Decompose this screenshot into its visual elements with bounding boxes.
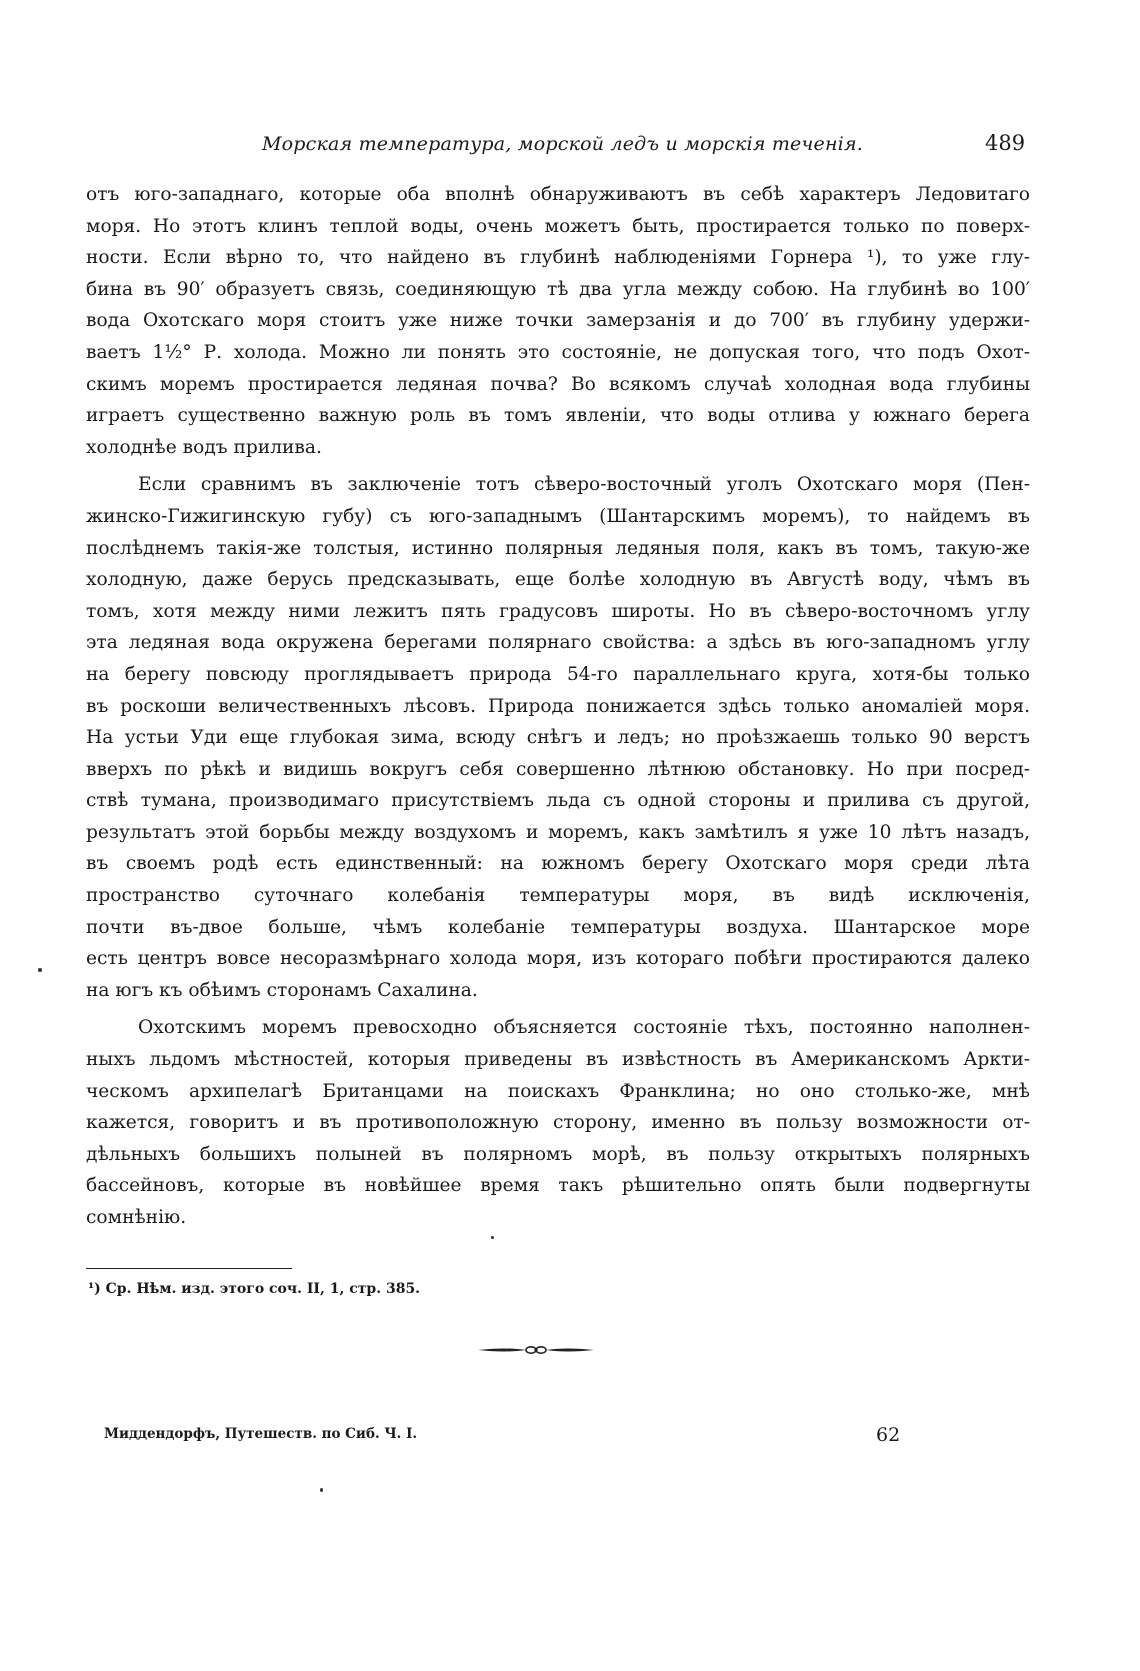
paragraph-1 <box>86 179 1030 463</box>
paragraph-3 <box>86 1012 1030 1233</box>
text-line: моря. Но этотъ клинъ теплой воды, очень можетъ быть, простирается только по поверх- <box>86 215 1030 237</box>
text-line: на берегу повсюду проглядываетъ природа 54-го параллельнаго круга, хотя-бы только <box>86 663 1030 685</box>
footnote <box>88 1281 420 1297</box>
text-line: ваетъ 1½° Р. холода. Можно ли понять это состояніе, не допуская того, что подъ Охот- <box>86 341 1030 363</box>
text-line: бина въ 90′ образуетъ связь, соединяющую тѣ два угла между собою. На глубинѣ во 100′ <box>86 278 1030 300</box>
text-line: вода Охотскаго моря стоитъ уже ниже точки замерзанія и до 700′ въ глубину удержи- <box>86 310 1030 332</box>
text-line: отъ юго-западнаго, которые оба вполнѣ обнаруживаютъ въ себѣ характеръ Ледовитаго <box>86 184 1030 205</box>
page-number: 489 <box>985 131 1026 155</box>
text-line: скимъ моремъ простирается ледяная почва? Во всякомъ случаѣ холодная вода глубины <box>86 373 1030 395</box>
text-line: сомнѣнію. <box>86 1207 187 1228</box>
footnote-rule <box>86 1268 292 1269</box>
text-line: жинско-Гижигинскую губу) съ юго-западнымъ (Шантарскимъ моремъ), то найдемъ въ <box>86 505 1030 527</box>
text-line: кажется, говоритъ и въ противоположную сторону, именно въ пользу возможности от- <box>86 1112 1030 1134</box>
text-line: послѣднемъ такія-же толстыя, истинно полярныя ледяныя поля, какъ въ томъ, такую-же <box>86 537 1030 559</box>
text-line: дѣльныхъ большихъ полыней въ полярномъ морѣ, въ пользу открытыхъ полярныхъ <box>86 1143 1030 1165</box>
paragraph-2 <box>86 469 1030 1006</box>
text-line: почти въ-двое больше, чѣмъ колебаніе температуры воздуха. Шантарское море <box>86 916 1030 938</box>
print-speck <box>491 1236 494 1239</box>
text-line: есть центръ вовсе несоразмѣрнаго холода моря, изъ котораго побѣги простираются далеко <box>86 948 1030 970</box>
ornament-divider-icon <box>476 1343 596 1357</box>
text-line: эта ледяная вода окружена берегами полярнаго свойства: а здѣсь въ юго-западномъ углу <box>86 632 1030 654</box>
footnote-marker: ¹) <box>88 1281 101 1297</box>
text-line: холодную, даже берусь предсказывать, еще болѣе холодную въ Августѣ воду, чѣмъ въ <box>86 569 1030 591</box>
text-line: Охотскимъ моремъ превосходно объясняется состояніе тѣхъ, постоянно наполнен- <box>138 1017 1030 1039</box>
print-speck <box>320 1488 323 1492</box>
text-line: пространство суточнаго колебанія температуры моря, въ видѣ исключенія, <box>86 885 1030 907</box>
text-line: Если сравнимъ въ заключеніе тотъ сѣверо-восточный уголъ Охотскаго моря (Пен- <box>138 474 1030 496</box>
text-line: въ своемъ родѣ есть единственный: на южномъ берегу Охотскаго моря среди лѣта <box>86 853 1030 875</box>
body-text <box>86 179 1030 1234</box>
print-speck <box>38 968 42 972</box>
printer-signature: Миддендорфъ, Путешеств. по Сиб. Ч. I. <box>104 1426 418 1442</box>
text-line: ныхъ льдомъ мѣстностей, которыя приведены въ извѣстность въ Американскомъ Аркти- <box>86 1049 1030 1071</box>
text-line: бассейновъ, которые въ новѣйшее время такъ рѣшительно опять были подвергнуты <box>86 1175 1030 1197</box>
text-line: На устьи Уди еще глубокая зима, всюду снѣгъ и ледъ; но проѣзжаешь только 90 верстъ <box>86 727 1030 749</box>
text-line: вверхъ по рѣкѣ и видишь вокругъ себя совершенно лѣтнюю обстановку. Но при посред- <box>86 758 1030 780</box>
text-line: на югъ къ обѣимъ сторонамъ Сахалина. <box>86 979 478 1001</box>
text-line: въ роскоши величественныхъ лѣсовъ. Природа понижается здѣсь только аномаліей моря. <box>86 695 1030 717</box>
text-line: ности. Если вѣрно то, что найдено въ глубинѣ наблюденіями Горнера ¹), то уже глу- <box>86 247 1030 269</box>
text-line: ческомъ архипелагѣ Британцами на поискахъ Франклина; но оно столько-же, мнѣ <box>86 1080 1030 1102</box>
text-line: томъ, хотя между ними лежитъ пять градусовъ широты. Но въ сѣверо-восточномъ углу <box>86 600 1030 622</box>
text-line: холоднѣе водъ прилива. <box>86 436 322 458</box>
sheet-number: 62 <box>876 1424 901 1446</box>
footnote-text: Ср. Нѣм. изд. этого соч. II, 1, стр. 385. <box>105 1281 421 1297</box>
text-line: результатъ этой борьбы между воздухомъ и моремъ, какъ замѣтилъ я уже 10 лѣтъ назадъ, <box>86 821 1030 843</box>
text-line: ствѣ тумана, производимаго присутствіемъ льда съ одной стороны и прилива съ другой, <box>86 790 1030 812</box>
text-line: играетъ существенно важную роль въ томъ явленіи, что воды отлива у южнаго берега <box>86 405 1030 427</box>
running-head: Морская температура, морской ледъ и морскія теченія. <box>262 133 863 155</box>
